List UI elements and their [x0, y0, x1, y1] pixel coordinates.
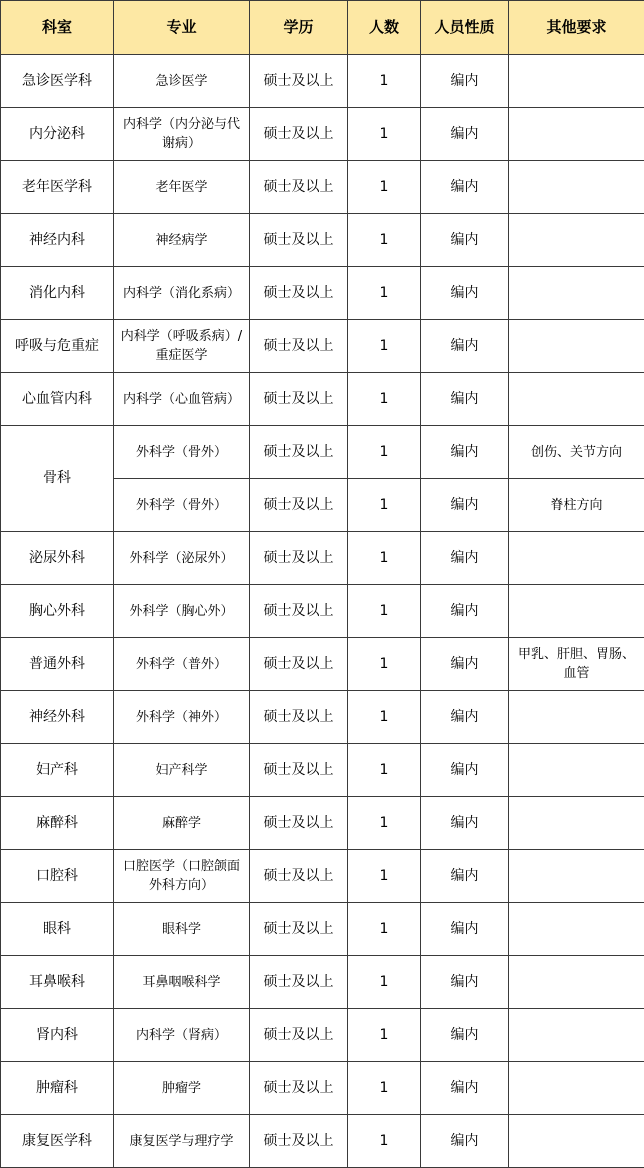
- table-row: [1, 55, 644, 108]
- cell-staff-type: 编内: [421, 744, 509, 797]
- cell-count: 1: [348, 161, 421, 214]
- cell-major: 麻醉学: [114, 797, 250, 850]
- cell-dept: 内分泌科: [1, 108, 114, 161]
- cell-count: 1: [348, 267, 421, 320]
- cell-major: 耳鼻咽喉科学: [114, 956, 250, 1009]
- cell-education: 硕士及以上: [250, 161, 348, 214]
- table-row: [1, 267, 644, 320]
- cell-count: 1: [348, 1009, 421, 1062]
- cell-dept: 耳鼻喉科: [1, 956, 114, 1009]
- cell-education: 硕士及以上: [250, 638, 348, 691]
- cell-dept: 普通外科: [1, 638, 114, 691]
- cell-requirements: [509, 1115, 644, 1168]
- cell-count: 1: [348, 214, 421, 267]
- header-row: [1, 1, 644, 55]
- cell-staff-type: 编内: [421, 214, 509, 267]
- cell-major: 外科学（神外）: [114, 691, 250, 744]
- cell-education: 硕士及以上: [250, 426, 348, 479]
- cell-staff-type: 编内: [421, 55, 509, 108]
- cell-dept: 神经外科: [1, 691, 114, 744]
- table-row: [1, 744, 644, 797]
- header-education: 学历: [250, 1, 348, 55]
- cell-count: 1: [348, 585, 421, 638]
- cell-staff-type: 编内: [421, 532, 509, 585]
- cell-major: 外科学（骨外）: [114, 479, 250, 532]
- header-dept: 科室: [1, 1, 114, 55]
- table-row: [1, 373, 644, 426]
- cell-major: 口腔医学（口腔颌面外科方向）: [114, 850, 250, 903]
- cell-requirements: [509, 585, 644, 638]
- cell-dept: 消化内科: [1, 267, 114, 320]
- cell-staff-type: 编内: [421, 850, 509, 903]
- cell-major: 内科学（内分泌与代谢病）: [114, 108, 250, 161]
- cell-staff-type: 编内: [421, 638, 509, 691]
- table-row: [1, 1062, 644, 1115]
- table-row: [1, 585, 644, 638]
- table-row: [1, 161, 644, 214]
- cell-major: 老年医学: [114, 161, 250, 214]
- cell-major: 外科学（胸心外）: [114, 585, 250, 638]
- cell-requirements: [509, 956, 644, 1009]
- cell-requirements: [509, 373, 644, 426]
- cell-requirements: [509, 55, 644, 108]
- cell-requirements: [509, 797, 644, 850]
- cell-staff-type: 编内: [421, 161, 509, 214]
- cell-requirements: [509, 691, 644, 744]
- cell-education: 硕士及以上: [250, 1115, 348, 1168]
- cell-requirements: [509, 1009, 644, 1062]
- cell-requirements: [509, 108, 644, 161]
- cell-major: 急诊医学: [114, 55, 250, 108]
- cell-education: 硕士及以上: [250, 108, 348, 161]
- table-body: [1, 55, 644, 1168]
- cell-dept: 胸心外科: [1, 585, 114, 638]
- table-row: [1, 426, 644, 479]
- cell-dept: 老年医学科: [1, 161, 114, 214]
- cell-dept: 康复医学科: [1, 1115, 114, 1168]
- table-row: [1, 532, 644, 585]
- cell-major: 内科学（心血管病）: [114, 373, 250, 426]
- cell-requirements: [509, 214, 644, 267]
- cell-education: 硕士及以上: [250, 373, 348, 426]
- cell-major: 妇产科学: [114, 744, 250, 797]
- cell-count: 1: [348, 108, 421, 161]
- cell-major: 外科学（泌尿外）: [114, 532, 250, 585]
- cell-dept: 神经内科: [1, 214, 114, 267]
- cell-major: 外科学（骨外）: [114, 426, 250, 479]
- cell-count: 1: [348, 850, 421, 903]
- cell-count: 1: [348, 638, 421, 691]
- cell-major: 眼科学: [114, 903, 250, 956]
- cell-requirements: [509, 320, 644, 373]
- table-row: [1, 1115, 644, 1168]
- table-row: [1, 850, 644, 903]
- cell-education: 硕士及以上: [250, 1009, 348, 1062]
- cell-dept: 心血管内科: [1, 373, 114, 426]
- cell-staff-type: 编内: [421, 479, 509, 532]
- cell-major: 内科学（消化系病）: [114, 267, 250, 320]
- cell-staff-type: 编内: [421, 320, 509, 373]
- cell-education: 硕士及以上: [250, 956, 348, 1009]
- cell-requirements: [509, 532, 644, 585]
- header-count: 人数: [348, 1, 421, 55]
- cell-education: 硕士及以上: [250, 532, 348, 585]
- cell-dept: 呼吸与危重症: [1, 320, 114, 373]
- cell-education: 硕士及以上: [250, 267, 348, 320]
- table-row: [1, 956, 644, 1009]
- cell-count: 1: [348, 426, 421, 479]
- table-row: [1, 638, 644, 691]
- cell-education: 硕士及以上: [250, 797, 348, 850]
- cell-education: 硕士及以上: [250, 585, 348, 638]
- table-row: [1, 797, 644, 850]
- table-row: [1, 1009, 644, 1062]
- cell-major: 神经病学: [114, 214, 250, 267]
- cell-dept: 肿瘤科: [1, 1062, 114, 1115]
- cell-count: 1: [348, 479, 421, 532]
- cell-staff-type: 编内: [421, 956, 509, 1009]
- cell-count: 1: [348, 320, 421, 373]
- cell-staff-type: 编内: [421, 267, 509, 320]
- cell-education: 硕士及以上: [250, 214, 348, 267]
- cell-education: 硕士及以上: [250, 744, 348, 797]
- cell-major: 内科学（呼吸系病）/重症医学: [114, 320, 250, 373]
- table-row: [1, 903, 644, 956]
- cell-dept: 泌尿外科: [1, 532, 114, 585]
- cell-count: 1: [348, 903, 421, 956]
- cell-requirements: [509, 850, 644, 903]
- cell-count: 1: [348, 532, 421, 585]
- cell-dept: 妇产科: [1, 744, 114, 797]
- table-row: [1, 214, 644, 267]
- cell-major: 外科学（普外）: [114, 638, 250, 691]
- cell-requirements: [509, 744, 644, 797]
- cell-dept: 肾内科: [1, 1009, 114, 1062]
- cell-count: 1: [348, 55, 421, 108]
- cell-count: 1: [348, 1115, 421, 1168]
- cell-dept: 骨科: [1, 426, 114, 532]
- cell-education: 硕士及以上: [250, 903, 348, 956]
- cell-staff-type: 编内: [421, 903, 509, 956]
- cell-requirements: [509, 267, 644, 320]
- cell-staff-type: 编内: [421, 1062, 509, 1115]
- cell-staff-type: 编内: [421, 1115, 509, 1168]
- table-header: [1, 1, 644, 55]
- cell-requirements: 脊柱方向: [509, 479, 644, 532]
- cell-staff-type: 编内: [421, 373, 509, 426]
- cell-staff-type: 编内: [421, 691, 509, 744]
- cell-dept: 口腔科: [1, 850, 114, 903]
- cell-education: 硕士及以上: [250, 850, 348, 903]
- cell-education: 硕士及以上: [250, 320, 348, 373]
- cell-staff-type: 编内: [421, 426, 509, 479]
- cell-major: 内科学（肾病）: [114, 1009, 250, 1062]
- cell-education: 硕士及以上: [250, 55, 348, 108]
- cell-requirements: 甲乳、肝胆、胃肠、血管: [509, 638, 644, 691]
- cell-staff-type: 编内: [421, 797, 509, 850]
- cell-dept: 眼科: [1, 903, 114, 956]
- cell-requirements: [509, 161, 644, 214]
- cell-major: 康复医学与理疗学: [114, 1115, 250, 1168]
- cell-staff-type: 编内: [421, 108, 509, 161]
- cell-education: 硕士及以上: [250, 691, 348, 744]
- header-major: 专业: [114, 1, 250, 55]
- table-row: [1, 108, 644, 161]
- table-row: [1, 320, 644, 373]
- cell-education: 硕士及以上: [250, 479, 348, 532]
- table-row: [1, 691, 644, 744]
- cell-count: 1: [348, 373, 421, 426]
- cell-count: 1: [348, 956, 421, 1009]
- cell-major: 肿瘤学: [114, 1062, 250, 1115]
- cell-requirements: 创伤、关节方向: [509, 426, 644, 479]
- cell-dept: 急诊医学科: [1, 55, 114, 108]
- cell-count: 1: [348, 797, 421, 850]
- cell-staff-type: 编内: [421, 1009, 509, 1062]
- header-staff-type: 人员性质: [421, 1, 509, 55]
- cell-education: 硕士及以上: [250, 1062, 348, 1115]
- cell-requirements: [509, 903, 644, 956]
- cell-count: 1: [348, 1062, 421, 1115]
- header-requirements: 其他要求: [509, 1, 644, 55]
- cell-requirements: [509, 1062, 644, 1115]
- cell-dept: 麻醉科: [1, 797, 114, 850]
- cell-count: 1: [348, 744, 421, 797]
- cell-count: 1: [348, 691, 421, 744]
- cell-staff-type: 编内: [421, 585, 509, 638]
